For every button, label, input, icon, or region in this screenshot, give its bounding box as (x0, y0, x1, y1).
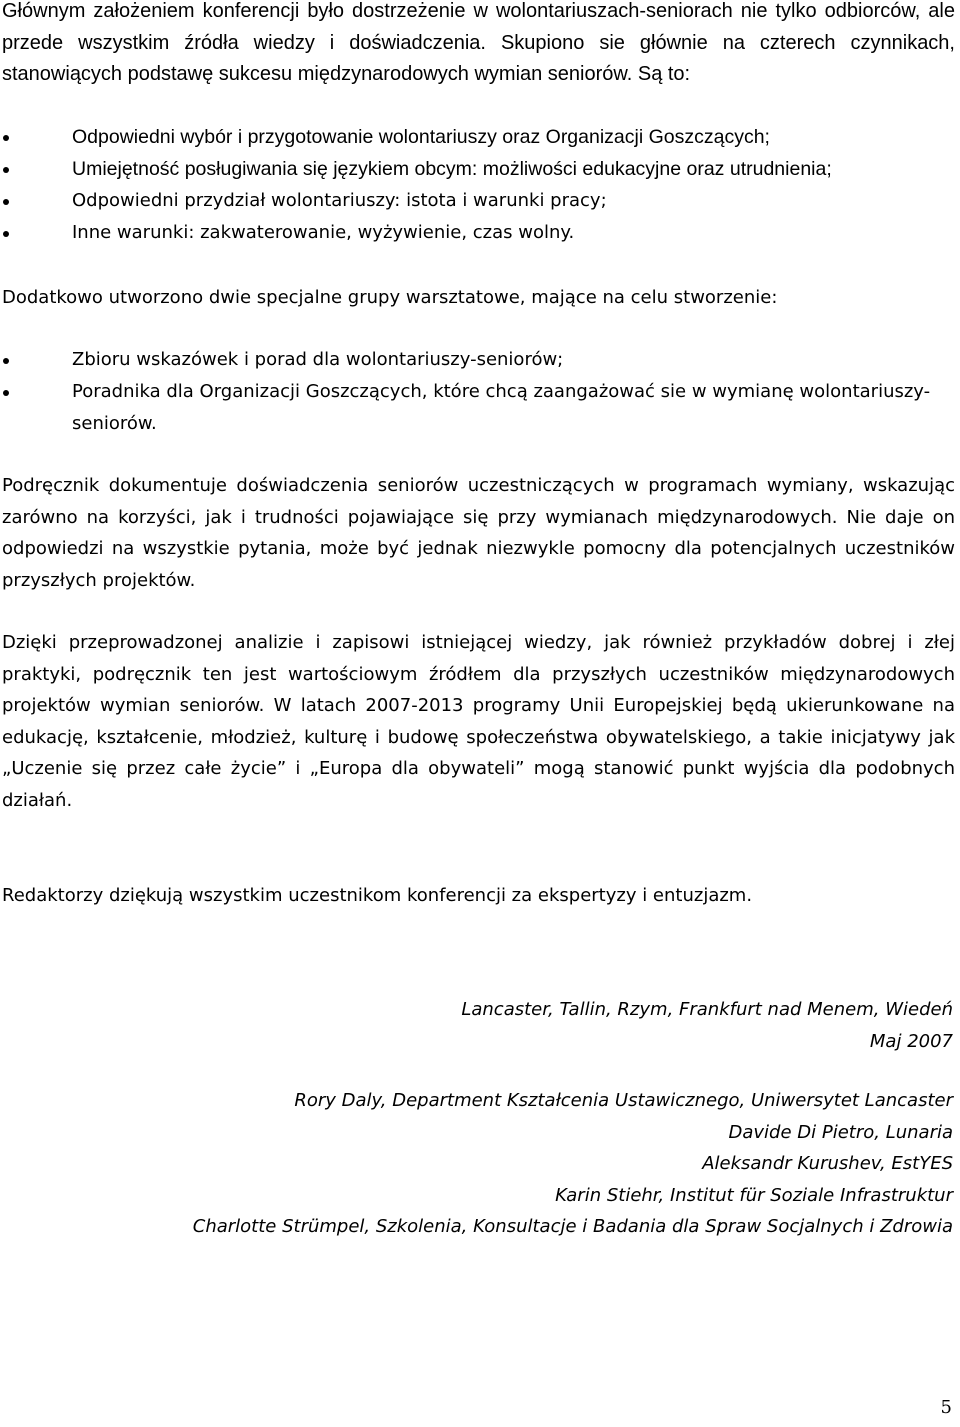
list-item-text: Umiejętność posługiwania się językiem obcym: możliwości edukacyjne oraz utrudnienia; (72, 158, 832, 180)
thanks-paragraph: Redaktorzy dziękują wszystkim uczestnikom konferencji za ekspertyzy i entuzjazm. (2, 885, 753, 906)
list-item-text: Odpowiedni wybór i przygotowanie wolontariuszy oraz Organizacji Goszczących; (72, 126, 770, 148)
signature-places: Lancaster, Tallin, Rzym, Frankfurt nad Menem, Wiedeń (461, 999, 953, 1020)
factors-list (2, 121, 955, 249)
signature-date: Maj 2007 (869, 1031, 953, 1052)
editor-name: Aleksandr Kurushev, EstYES (702, 1153, 953, 1174)
workshops-intro-paragraph: Dodatkowo utworzono dwie specjalne grupy warsztatowe, mające na celu stworzenie: (2, 287, 778, 308)
list-item (2, 217, 955, 249)
bullet-icon (3, 358, 9, 364)
list-item-text: Inne warunki: zakwaterowanie, wyżywienie, czas wolny. (72, 222, 575, 243)
list-item (2, 121, 955, 153)
bullet-icon (3, 199, 9, 205)
bullet-icon (3, 390, 9, 396)
list-item (2, 185, 955, 217)
list-item (2, 153, 955, 185)
bullet-icon (3, 167, 9, 173)
list-item-text: Poradnika dla Organizacji Goszczących, które chcą zaangażować sie w wymianę wolontariuszy- seniorów. (72, 381, 931, 434)
editor-name: Charlotte Strümpel, Szkolenia, Konsultacje i Badania dla Spraw Socjalnych i Zdrowia (192, 1216, 953, 1237)
list-item-text: Zbioru wskazówek i porad dla wolontariuszy-seniorów; (72, 349, 564, 370)
editor-name: Davide Di Pietro, Lunaria (728, 1121, 953, 1143)
editor-name: Karin Stiehr, Institut für Soziale Infrastruktur (555, 1184, 953, 1206)
editor-name: Rory Daly, Department Kształcenia Ustawicznego, Uniwersytet Lancaster (294, 1090, 953, 1111)
editors-list (0, 1085, 953, 1243)
handbook-paragraph: Podręcznik dokumentuje doświadczenia seniorów uczestniczących w programach wymiany, wskazując zarówno na korzyści, jak i trudności pojawiające się przy wymianach międzynarodowych. Nie daje on odpowiedzi na wszystkie pytania, może być jednak niezwykle pomocny dla potencjalnych uczestników przyszłych projektów. (2, 475, 955, 591)
analysis-paragraph: Dzięki przeprowadzonej analizie i zapisowi istniejącej wiedzy, jak również przykładów dobrej i złej praktyki, podręcznik ten jest wartościowym źródłem dla przyszłych uczestników międzynarodowych projektów wymian seniorów. W latach 2007-2013 programy Unii Europejskiej będą ukierunkowane na edukację, kształcenie, młodzież, kulturę i budowę społeczeństwa obywatelskiego, a takie inicjatywy jak „Uczenie się przez całe życie” i „Europa dla obywateli” mogą stanowić punkt wyjścia dla podobnych działań. (2, 632, 955, 811)
list-item (2, 344, 955, 376)
bullet-icon (3, 231, 9, 237)
list-item (2, 376, 955, 440)
intro-paragraph: Głównym założeniem konferencji było dostrzeżenie w wolontariuszach-seniorach nie tylko odbiorców, ale przede wszystkim źródła wiedzy i doświadczenia. Skupiono sie głównie na czterech czynnikach, stanowiących podstawę sukcesu międzynarodowych wymian seniorów. Są to: (2, 0, 955, 85)
list-item-text: Odpowiedni przydział wolontariuszy: istota i warunki pracy; (72, 190, 607, 211)
page-number: 5 (940, 1397, 952, 1418)
workshops-list (2, 344, 955, 440)
bullet-icon (3, 135, 9, 141)
